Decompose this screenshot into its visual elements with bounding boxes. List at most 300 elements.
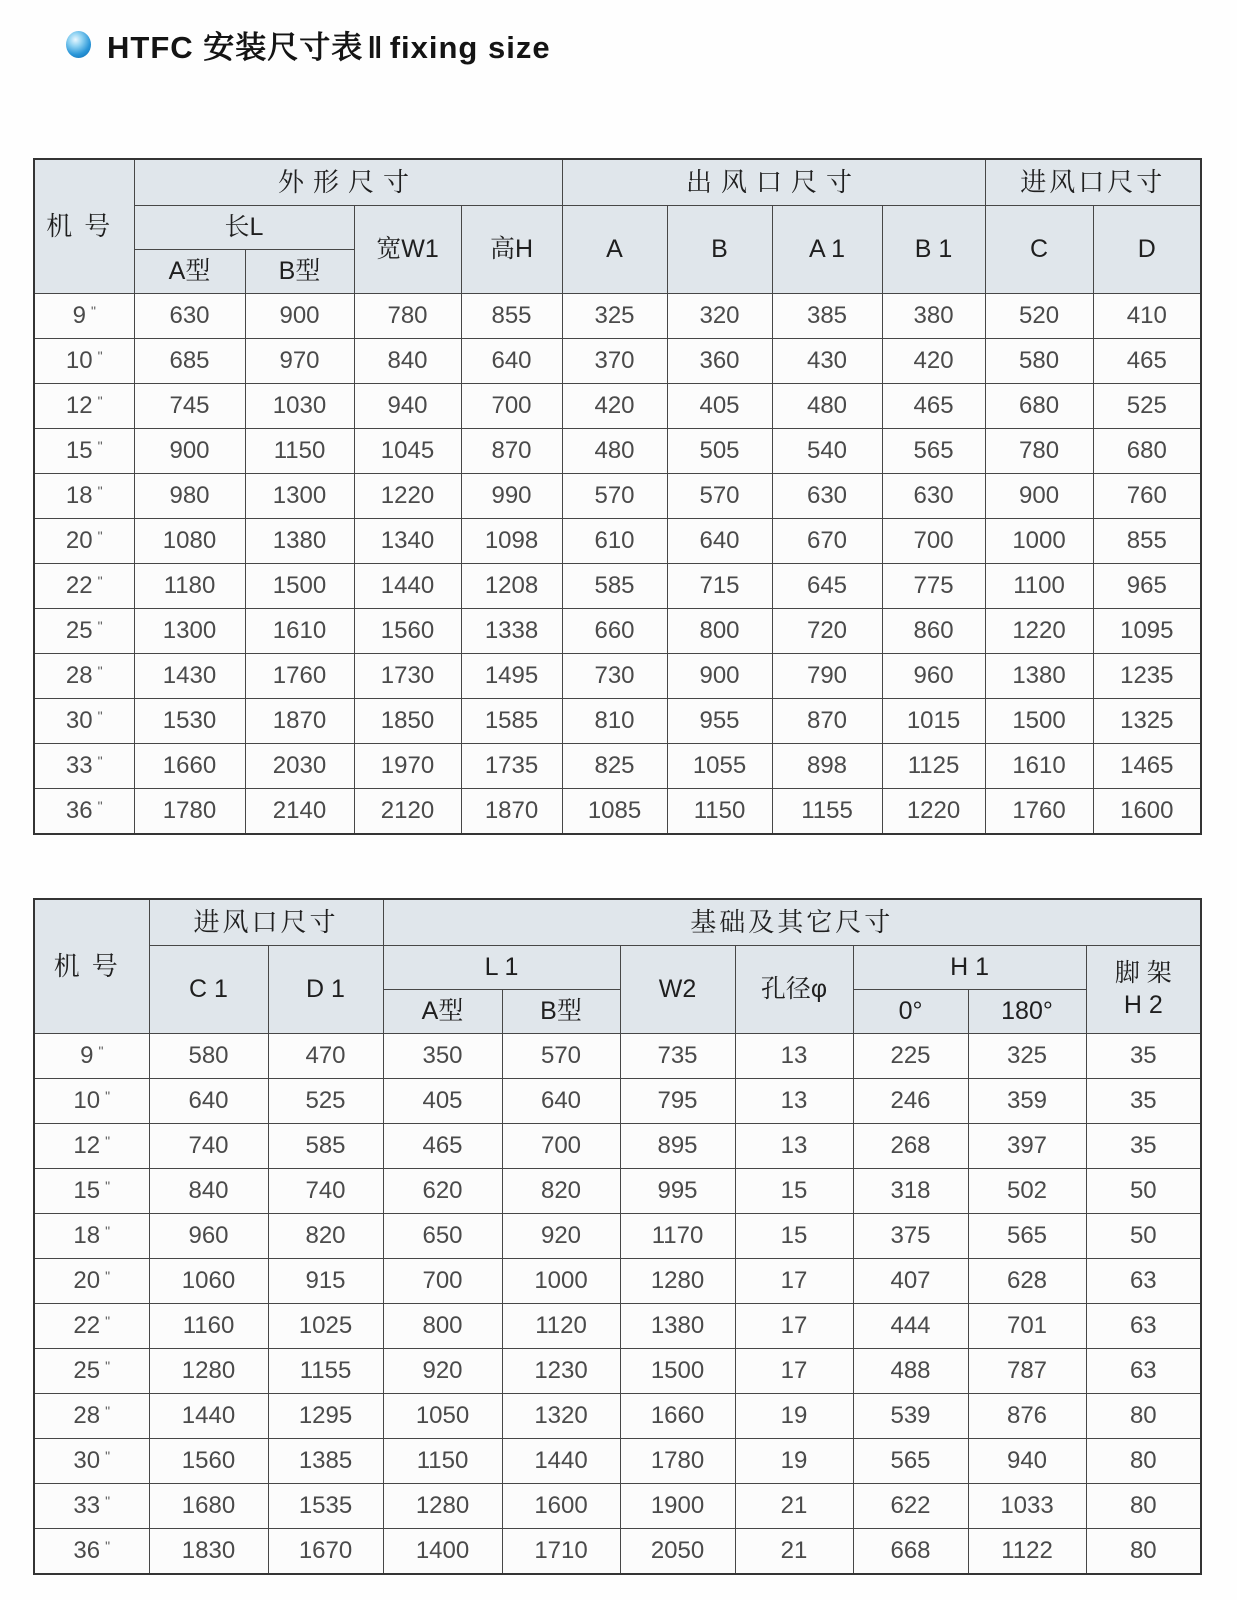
value-cell: 570 bbox=[502, 1034, 620, 1079]
value-cell: 660 bbox=[562, 609, 667, 654]
value-cell: 50 bbox=[1086, 1169, 1201, 1214]
header-D: D bbox=[1093, 206, 1201, 294]
table-row bbox=[34, 1079, 1201, 1124]
header-180deg: 180° bbox=[968, 990, 1086, 1034]
value-cell: 1180 bbox=[134, 564, 245, 609]
inch-mark: " bbox=[105, 1403, 111, 1419]
value-cell: 359 bbox=[968, 1079, 1086, 1124]
value-cell: 1300 bbox=[134, 609, 245, 654]
machine-size-cell bbox=[34, 564, 134, 609]
value-cell: 1780 bbox=[134, 789, 245, 835]
value-cell: 1150 bbox=[245, 429, 354, 474]
value-cell: 630 bbox=[882, 474, 985, 519]
value-cell: 15 bbox=[735, 1169, 853, 1214]
value-cell: 1320 bbox=[502, 1394, 620, 1439]
value-cell: 525 bbox=[1093, 384, 1201, 429]
value-cell: 745 bbox=[134, 384, 245, 429]
machine-size: 28 bbox=[65, 662, 93, 689]
machine-size-cell bbox=[34, 339, 134, 384]
value-cell: 480 bbox=[562, 429, 667, 474]
value-cell: 525 bbox=[268, 1079, 383, 1124]
header-length-L: 长L bbox=[134, 206, 354, 250]
value-cell: 955 bbox=[667, 699, 772, 744]
value-cell: 700 bbox=[383, 1259, 502, 1304]
value-cell: 1535 bbox=[268, 1484, 383, 1529]
machine-size-cell bbox=[34, 1034, 149, 1079]
value-cell: 787 bbox=[968, 1349, 1086, 1394]
value-cell: 15 bbox=[735, 1214, 853, 1259]
value-cell: 820 bbox=[502, 1169, 620, 1214]
value-cell: 720 bbox=[772, 609, 882, 654]
value-cell: 670 bbox=[772, 519, 882, 564]
value-cell: 715 bbox=[667, 564, 772, 609]
inch-mark: " bbox=[90, 303, 96, 319]
value-cell: 1095 bbox=[1093, 609, 1201, 654]
machine-size: 30 bbox=[65, 707, 93, 734]
value-cell: 1340 bbox=[354, 519, 461, 564]
inch-mark: " bbox=[97, 663, 103, 679]
value-cell: 1760 bbox=[985, 789, 1093, 835]
machine-size: 20 bbox=[73, 1267, 101, 1294]
value-cell: 465 bbox=[383, 1124, 502, 1169]
value-cell: 1670 bbox=[268, 1529, 383, 1575]
value-cell: 795 bbox=[620, 1079, 735, 1124]
machine-size-cell bbox=[34, 384, 134, 429]
fixing-size-table-2 bbox=[33, 898, 1202, 1575]
value-cell: 970 bbox=[245, 339, 354, 384]
value-cell: 900 bbox=[245, 294, 354, 339]
value-cell: 610 bbox=[562, 519, 667, 564]
value-cell: 1465 bbox=[1093, 744, 1201, 789]
value-cell: 1660 bbox=[620, 1394, 735, 1439]
value-cell: 920 bbox=[383, 1349, 502, 1394]
value-cell: 1430 bbox=[134, 654, 245, 699]
inch-mark: " bbox=[97, 483, 103, 499]
value-cell: 1125 bbox=[882, 744, 985, 789]
value-cell: 35 bbox=[1086, 1034, 1201, 1079]
value-cell: 444 bbox=[853, 1304, 968, 1349]
value-cell: 825 bbox=[562, 744, 667, 789]
machine-size: 15 bbox=[65, 437, 93, 464]
value-cell: 505 bbox=[667, 429, 772, 474]
inch-mark: " bbox=[105, 1313, 111, 1329]
value-cell: 700 bbox=[502, 1124, 620, 1169]
value-cell: 1560 bbox=[354, 609, 461, 654]
value-cell: 2050 bbox=[620, 1529, 735, 1575]
value-cell: 780 bbox=[985, 429, 1093, 474]
machine-size: 18 bbox=[65, 482, 93, 509]
table-row bbox=[34, 339, 1201, 384]
value-cell: 1680 bbox=[149, 1484, 268, 1529]
table-row bbox=[34, 1484, 1201, 1529]
inch-mark: " bbox=[105, 1358, 111, 1374]
value-cell: 700 bbox=[882, 519, 985, 564]
value-cell: 360 bbox=[667, 339, 772, 384]
machine-size-cell bbox=[34, 744, 134, 789]
value-cell: 520 bbox=[985, 294, 1093, 339]
value-cell: 820 bbox=[268, 1214, 383, 1259]
table-row bbox=[34, 474, 1201, 519]
header-group-outline: 外形尺寸 bbox=[134, 159, 562, 206]
value-cell: 63 bbox=[1086, 1349, 1201, 1394]
value-cell: 1530 bbox=[134, 699, 245, 744]
value-cell: 21 bbox=[735, 1529, 853, 1575]
value-cell: 1000 bbox=[502, 1259, 620, 1304]
table-row bbox=[34, 609, 1201, 654]
value-cell: 1710 bbox=[502, 1529, 620, 1575]
machine-size: 25 bbox=[73, 1357, 101, 1384]
value-cell: 640 bbox=[667, 519, 772, 564]
inch-mark: " bbox=[105, 1268, 111, 1284]
value-cell: 855 bbox=[1093, 519, 1201, 564]
header-D1: D 1 bbox=[268, 946, 383, 1034]
inch-mark: " bbox=[97, 393, 103, 409]
value-cell: 700 bbox=[461, 384, 562, 429]
table-row bbox=[34, 789, 1201, 835]
value-cell: 385 bbox=[772, 294, 882, 339]
machine-size-cell bbox=[34, 1484, 149, 1529]
value-cell: 668 bbox=[853, 1529, 968, 1575]
header-group-base: 基础及其它尺寸 bbox=[383, 899, 1201, 946]
header-0deg: 0° bbox=[853, 990, 968, 1034]
machine-size-cell bbox=[34, 1304, 149, 1349]
value-cell: 1760 bbox=[245, 654, 354, 699]
value-cell: 1560 bbox=[149, 1439, 268, 1484]
value-cell: 1440 bbox=[149, 1394, 268, 1439]
value-cell: 2030 bbox=[245, 744, 354, 789]
value-cell: 870 bbox=[461, 429, 562, 474]
machine-size-cell bbox=[34, 1169, 149, 1214]
value-cell: 410 bbox=[1093, 294, 1201, 339]
inch-mark: " bbox=[105, 1448, 111, 1464]
value-cell: 465 bbox=[1093, 339, 1201, 384]
header-group-inlet: 进风口尺寸 bbox=[985, 159, 1201, 206]
title-english: fixing size bbox=[389, 30, 551, 65]
value-cell: 585 bbox=[268, 1124, 383, 1169]
value-cell: 420 bbox=[882, 339, 985, 384]
value-cell: 622 bbox=[853, 1484, 968, 1529]
value-cell: 370 bbox=[562, 339, 667, 384]
value-cell: 539 bbox=[853, 1394, 968, 1439]
value-cell: 1900 bbox=[620, 1484, 735, 1529]
header-machine-no: 机号 bbox=[34, 899, 149, 1034]
value-cell: 35 bbox=[1086, 1124, 1201, 1169]
value-cell: 21 bbox=[735, 1484, 853, 1529]
page-title bbox=[107, 22, 551, 67]
inch-mark: " bbox=[97, 438, 103, 454]
machine-size: 12 bbox=[65, 392, 93, 419]
value-cell: 570 bbox=[667, 474, 772, 519]
header-A1: A 1 bbox=[772, 206, 882, 294]
value-cell: 810 bbox=[562, 699, 667, 744]
value-cell: 405 bbox=[667, 384, 772, 429]
machine-size-cell bbox=[34, 1214, 149, 1259]
value-cell: 80 bbox=[1086, 1439, 1201, 1484]
value-cell: 420 bbox=[562, 384, 667, 429]
header-C: C bbox=[985, 206, 1093, 294]
title-main: HTFC 安装尺寸表 bbox=[107, 30, 364, 65]
value-cell: 1150 bbox=[667, 789, 772, 835]
machine-size: 25 bbox=[65, 617, 93, 644]
table-row bbox=[34, 1034, 1201, 1079]
value-cell: 1500 bbox=[245, 564, 354, 609]
value-cell: 1030 bbox=[245, 384, 354, 429]
machine-size-cell bbox=[34, 429, 134, 474]
machine-size: 28 bbox=[73, 1402, 101, 1429]
value-cell: 730 bbox=[562, 654, 667, 699]
value-cell: 580 bbox=[985, 339, 1093, 384]
header-hole-diameter: 孔径φ bbox=[735, 946, 853, 1034]
value-cell: 1220 bbox=[882, 789, 985, 835]
value-cell: 685 bbox=[134, 339, 245, 384]
value-cell: 405 bbox=[383, 1079, 502, 1124]
value-cell: 630 bbox=[772, 474, 882, 519]
value-cell: 1385 bbox=[268, 1439, 383, 1484]
machine-size: 22 bbox=[73, 1312, 101, 1339]
value-cell: 19 bbox=[735, 1439, 853, 1484]
value-cell: 1600 bbox=[502, 1484, 620, 1529]
value-cell: 1300 bbox=[245, 474, 354, 519]
value-cell: 1610 bbox=[245, 609, 354, 654]
value-cell: 630 bbox=[134, 294, 245, 339]
table-row bbox=[34, 1169, 1201, 1214]
value-cell: 225 bbox=[853, 1034, 968, 1079]
value-cell: 1100 bbox=[985, 564, 1093, 609]
header-C1: C 1 bbox=[149, 946, 268, 1034]
value-cell: 1000 bbox=[985, 519, 1093, 564]
machine-size-cell bbox=[34, 1439, 149, 1484]
header-width-W1: 宽W1 bbox=[354, 206, 461, 294]
header-group-inlet: 进风口尺寸 bbox=[149, 899, 383, 946]
value-cell: 1780 bbox=[620, 1439, 735, 1484]
header-foot-line1: 脚 架 bbox=[1114, 959, 1172, 988]
value-cell: 318 bbox=[853, 1169, 968, 1214]
table-row bbox=[34, 654, 1201, 699]
value-cell: 640 bbox=[149, 1079, 268, 1124]
header-A: A bbox=[562, 206, 667, 294]
inch-mark: " bbox=[105, 1088, 111, 1104]
value-cell: 17 bbox=[735, 1349, 853, 1394]
header-foot-line2: H 2 bbox=[1123, 990, 1163, 1019]
table-row bbox=[34, 1439, 1201, 1484]
value-cell: 407 bbox=[853, 1259, 968, 1304]
machine-size: 15 bbox=[73, 1177, 101, 1204]
value-cell: 1060 bbox=[149, 1259, 268, 1304]
header-group-outlet: 出风口尺寸 bbox=[562, 159, 985, 206]
table-row bbox=[34, 519, 1201, 564]
value-cell: 13 bbox=[735, 1124, 853, 1169]
value-cell: 565 bbox=[882, 429, 985, 474]
fixing-size-table-1 bbox=[33, 158, 1202, 835]
value-cell: 565 bbox=[853, 1439, 968, 1484]
header-typeB: B型 bbox=[502, 990, 620, 1034]
machine-size: 18 bbox=[73, 1222, 101, 1249]
header-W2: W2 bbox=[620, 946, 735, 1034]
value-cell: 1230 bbox=[502, 1349, 620, 1394]
machine-size: 33 bbox=[65, 752, 93, 779]
value-cell: 1600 bbox=[1093, 789, 1201, 835]
value-cell: 645 bbox=[772, 564, 882, 609]
value-cell: 1280 bbox=[149, 1349, 268, 1394]
value-cell: 320 bbox=[667, 294, 772, 339]
value-cell: 1440 bbox=[354, 564, 461, 609]
value-cell: 740 bbox=[268, 1169, 383, 1214]
machine-size-cell bbox=[34, 699, 134, 744]
value-cell: 1098 bbox=[461, 519, 562, 564]
value-cell: 585 bbox=[562, 564, 667, 609]
value-cell: 325 bbox=[562, 294, 667, 339]
value-cell: 1280 bbox=[620, 1259, 735, 1304]
value-cell: 915 bbox=[268, 1259, 383, 1304]
machine-size-cell bbox=[34, 1124, 149, 1169]
value-cell: 375 bbox=[853, 1214, 968, 1259]
value-cell: 268 bbox=[853, 1124, 968, 1169]
header-H1: H 1 bbox=[853, 946, 1086, 990]
value-cell: 19 bbox=[735, 1394, 853, 1439]
value-cell: 1735 bbox=[461, 744, 562, 789]
value-cell: 246 bbox=[853, 1079, 968, 1124]
value-cell: 380 bbox=[882, 294, 985, 339]
value-cell: 1380 bbox=[620, 1304, 735, 1349]
value-cell: 465 bbox=[882, 384, 985, 429]
header-B1: B 1 bbox=[882, 206, 985, 294]
value-cell: 1015 bbox=[882, 699, 985, 744]
value-cell: 1338 bbox=[461, 609, 562, 654]
machine-size-cell bbox=[34, 609, 134, 654]
value-cell: 1610 bbox=[985, 744, 1093, 789]
machine-size-cell bbox=[34, 1259, 149, 1304]
value-cell: 430 bbox=[772, 339, 882, 384]
value-cell: 960 bbox=[149, 1214, 268, 1259]
machine-size-cell bbox=[34, 294, 134, 339]
table-row bbox=[34, 429, 1201, 474]
value-cell: 1500 bbox=[620, 1349, 735, 1394]
table-row bbox=[34, 1124, 1201, 1169]
value-cell: 1730 bbox=[354, 654, 461, 699]
value-cell: 480 bbox=[772, 384, 882, 429]
value-cell: 940 bbox=[354, 384, 461, 429]
machine-size-cell bbox=[34, 1529, 149, 1575]
machine-size-cell bbox=[34, 474, 134, 519]
machine-size: 22 bbox=[65, 572, 93, 599]
value-cell: 502 bbox=[968, 1169, 1086, 1214]
value-cell: 1150 bbox=[383, 1439, 502, 1484]
value-cell: 1208 bbox=[461, 564, 562, 609]
header-typeB: B型 bbox=[245, 250, 354, 294]
value-cell: 13 bbox=[735, 1079, 853, 1124]
value-cell: 980 bbox=[134, 474, 245, 519]
value-cell: 1830 bbox=[149, 1529, 268, 1575]
value-cell: 1155 bbox=[772, 789, 882, 835]
inch-mark: " bbox=[97, 708, 103, 724]
value-cell: 1870 bbox=[245, 699, 354, 744]
value-cell: 1500 bbox=[985, 699, 1093, 744]
machine-size-cell bbox=[34, 519, 134, 564]
machine-size: 33 bbox=[73, 1492, 101, 1519]
value-cell: 960 bbox=[882, 654, 985, 699]
value-cell: 1660 bbox=[134, 744, 245, 789]
value-cell: 1380 bbox=[245, 519, 354, 564]
value-cell: 680 bbox=[1093, 429, 1201, 474]
value-cell: 35 bbox=[1086, 1079, 1201, 1124]
value-cell: 80 bbox=[1086, 1394, 1201, 1439]
value-cell: 1585 bbox=[461, 699, 562, 744]
header-machine-no: 机号 bbox=[34, 159, 134, 294]
header-foot-H2 bbox=[1086, 946, 1201, 1034]
value-cell: 860 bbox=[882, 609, 985, 654]
value-cell: 1380 bbox=[985, 654, 1093, 699]
inch-mark: " bbox=[105, 1493, 111, 1509]
inch-mark: " bbox=[105, 1538, 111, 1554]
title-divider: ‖ bbox=[367, 30, 384, 65]
table-row bbox=[34, 1529, 1201, 1575]
value-cell: 735 bbox=[620, 1034, 735, 1079]
value-cell: 680 bbox=[985, 384, 1093, 429]
header-height-H: 高H bbox=[461, 206, 562, 294]
header-B: B bbox=[667, 206, 772, 294]
value-cell: 1045 bbox=[354, 429, 461, 474]
value-cell: 898 bbox=[772, 744, 882, 789]
machine-size: 12 bbox=[73, 1132, 101, 1159]
header-typeA: A型 bbox=[383, 990, 502, 1034]
inch-mark: " bbox=[98, 1043, 104, 1059]
value-cell: 760 bbox=[1093, 474, 1201, 519]
value-cell: 1850 bbox=[354, 699, 461, 744]
machine-size-cell bbox=[34, 654, 134, 699]
bullet-sphere-icon bbox=[66, 31, 91, 58]
machine-size: 10 bbox=[73, 1087, 101, 1114]
value-cell: 1025 bbox=[268, 1304, 383, 1349]
value-cell: 1870 bbox=[461, 789, 562, 835]
value-cell: 50 bbox=[1086, 1214, 1201, 1259]
value-cell: 1122 bbox=[968, 1529, 1086, 1575]
value-cell: 920 bbox=[502, 1214, 620, 1259]
table-row bbox=[34, 1214, 1201, 1259]
machine-size-cell bbox=[34, 1349, 149, 1394]
value-cell: 650 bbox=[383, 1214, 502, 1259]
value-cell: 63 bbox=[1086, 1259, 1201, 1304]
page-header bbox=[66, 22, 551, 67]
value-cell: 1120 bbox=[502, 1304, 620, 1349]
inch-mark: " bbox=[97, 753, 103, 769]
value-cell: 1085 bbox=[562, 789, 667, 835]
header-typeA: A型 bbox=[134, 250, 245, 294]
value-cell: 995 bbox=[620, 1169, 735, 1214]
header-L1: L 1 bbox=[383, 946, 620, 990]
value-cell: 1220 bbox=[354, 474, 461, 519]
value-cell: 1170 bbox=[620, 1214, 735, 1259]
value-cell: 2120 bbox=[354, 789, 461, 835]
value-cell: 1055 bbox=[667, 744, 772, 789]
value-cell: 876 bbox=[968, 1394, 1086, 1439]
table-row bbox=[34, 1304, 1201, 1349]
table-row bbox=[34, 699, 1201, 744]
inch-mark: " bbox=[97, 348, 103, 364]
value-cell: 620 bbox=[383, 1169, 502, 1214]
value-cell: 325 bbox=[968, 1034, 1086, 1079]
value-cell: 870 bbox=[772, 699, 882, 744]
value-cell: 17 bbox=[735, 1259, 853, 1304]
machine-size-cell bbox=[34, 789, 134, 835]
inch-mark: " bbox=[105, 1133, 111, 1149]
machine-size: 20 bbox=[65, 527, 93, 554]
value-cell: 1970 bbox=[354, 744, 461, 789]
machine-size: 36 bbox=[65, 797, 93, 824]
table-row bbox=[34, 294, 1201, 339]
value-cell: 900 bbox=[134, 429, 245, 474]
value-cell: 701 bbox=[968, 1304, 1086, 1349]
value-cell: 80 bbox=[1086, 1484, 1201, 1529]
